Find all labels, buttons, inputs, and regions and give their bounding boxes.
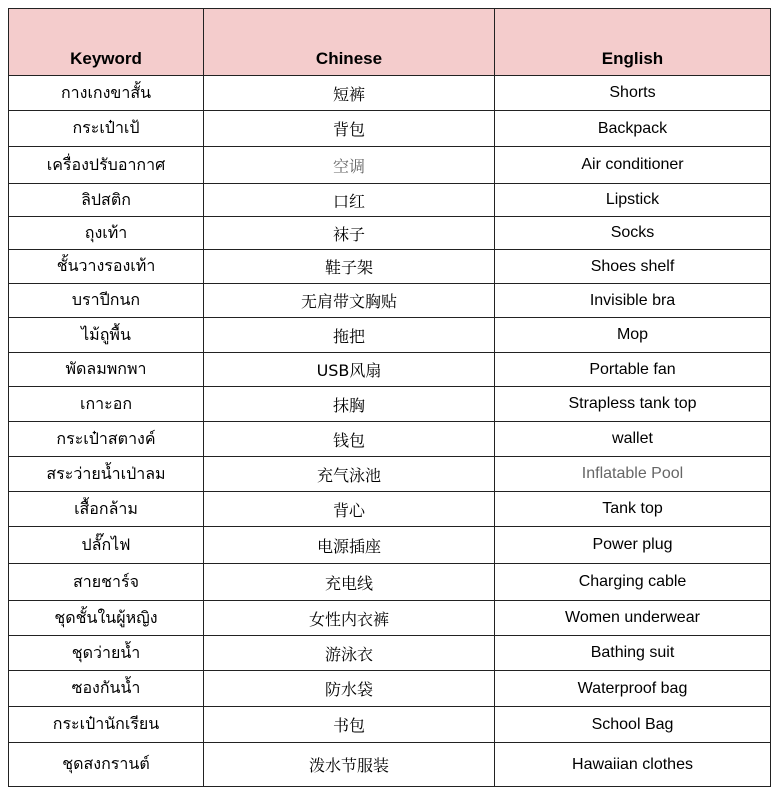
english-cell: Socks [495,217,771,250]
chinese-column-header: Chinese [204,9,495,76]
table-row [9,147,771,184]
table-row [9,284,771,318]
table-row [9,387,771,422]
chinese-cell: 背包 [204,111,495,147]
keyword-cell: เสื้อกล้าม [9,492,204,527]
keyword-cell: ชุดชั้นในผู้หญิง [9,601,204,636]
english-cell: wallet [495,422,771,457]
chinese-cell: USB风扇 [204,353,495,387]
table-row [9,527,771,564]
keyword-cell: พัดลมพกพา [9,353,204,387]
table-row [9,564,771,601]
english-cell: Backpack [495,111,771,147]
chinese-cell: 空调 [204,147,495,184]
keyword-cell: ชั้นวางรองเท้า [9,250,204,284]
keyword-cell: สระว่ายน้ำเป่าลม [9,457,204,492]
english-cell: Shoes shelf [495,250,771,284]
chinese-cell: 短裤 [204,76,495,111]
table-row [9,743,771,787]
chinese-cell: 抹胸 [204,387,495,422]
keyword-cell: ชุดสงกรานต์ [9,743,204,787]
table-row [9,184,771,217]
english-cell: Shorts [495,76,771,111]
english-cell: Invisible bra [495,284,771,318]
chinese-cell: 电源插座 [204,527,495,564]
keyword-cell: บราปีกนก [9,284,204,318]
chinese-cell: 书包 [204,707,495,743]
keyword-cell: ถุงเท้า [9,217,204,250]
table-row [9,457,771,492]
english-cell: Mop [495,318,771,353]
keyword-cell: กระเป๋าสตางค์ [9,422,204,457]
english-cell: School Bag [495,707,771,743]
keyword-cell: เกาะอก [9,387,204,422]
table-row [9,422,771,457]
chinese-cell: 防水袋 [204,671,495,707]
header-row [9,9,771,76]
chinese-cell: 充电线 [204,564,495,601]
chinese-cell: 拖把 [204,318,495,353]
chinese-cell: 女性内衣裤 [204,601,495,636]
chinese-cell: 袜子 [204,217,495,250]
keyword-cell: ปลั๊กไฟ [9,527,204,564]
english-cell: Portable fan [495,353,771,387]
english-cell: Charging cable [495,564,771,601]
chinese-cell: 无肩带文胸贴 [204,284,495,318]
table-row [9,707,771,743]
chinese-cell: 背心 [204,492,495,527]
keyword-cell: เครื่องปรับอากาศ [9,147,204,184]
keyword-cell: สายชาร์จ [9,564,204,601]
chinese-cell: 充气泳池 [204,457,495,492]
english-cell: Lipstick [495,184,771,217]
english-cell: Hawaiian clothes [495,743,771,787]
table-row [9,250,771,284]
keyword-cell: กางเกงขาสั้น [9,76,204,111]
keyword-cell: ลิปสติก [9,184,204,217]
english-cell: Power plug [495,527,771,564]
english-cell: Waterproof bag [495,671,771,707]
keyword-column-header: Keyword [9,9,204,76]
keyword-cell: กระเป๋าเป้ [9,111,204,147]
table-row [9,636,771,671]
keyword-cell: ไม้ถูพื้น [9,318,204,353]
table-row [9,318,771,353]
table-row [9,111,771,147]
english-cell: Strapless tank top [495,387,771,422]
table-row [9,601,771,636]
table-row [9,492,771,527]
keyword-table [8,8,771,787]
chinese-cell: 钱包 [204,422,495,457]
table-row [9,76,771,111]
keyword-cell: กระเป๋านักเรียน [9,707,204,743]
english-cell: Tank top [495,492,771,527]
english-cell: Inflatable Pool [495,457,771,492]
table-row [9,217,771,250]
english-column-header: English [495,9,771,76]
keyword-cell: ชุดว่ายน้ำ [9,636,204,671]
english-cell: Bathing suit [495,636,771,671]
keyword-cell: ซองกันน้ำ [9,671,204,707]
table-row [9,353,771,387]
chinese-cell: 泼水节服装 [204,743,495,787]
chinese-cell: 鞋子架 [204,250,495,284]
table-row [9,671,771,707]
english-cell: Women underwear [495,601,771,636]
english-cell: Air conditioner [495,147,771,184]
chinese-cell: 游泳衣 [204,636,495,671]
chinese-cell: 口红 [204,184,495,217]
